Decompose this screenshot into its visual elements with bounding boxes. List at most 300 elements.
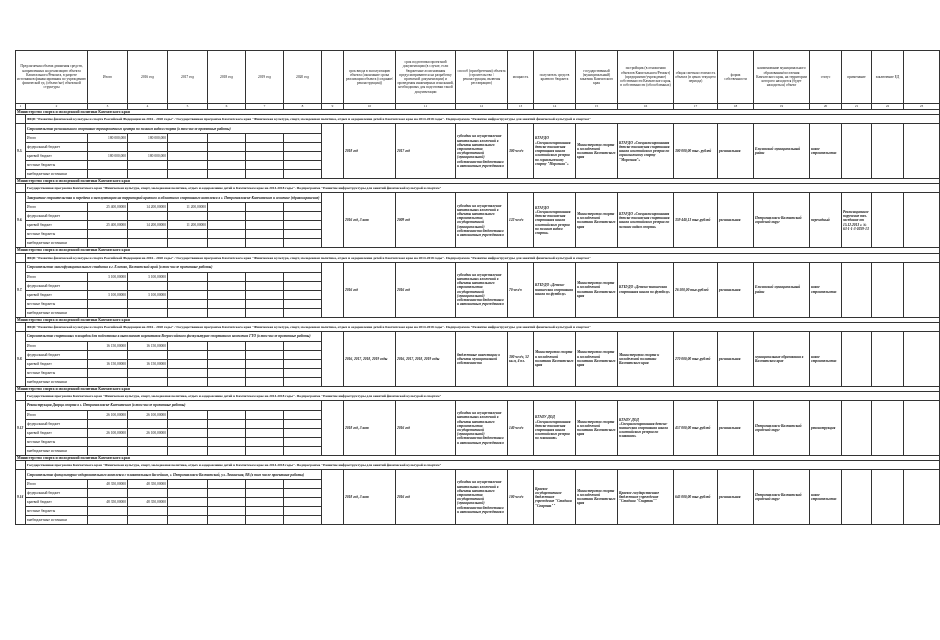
object-row [16,262,940,272]
object-number: 9.6. [16,193,26,248]
funding-amount [246,230,284,239]
object-method: субсидии на осуществление капитальных вложений в объекты капитального строительства государственной (муниципальной) собственности бюджетным и автономным учреждениям [456,470,508,525]
funding-amount [208,489,246,498]
funding-source: федеральный бюджет [26,281,88,290]
funding-source: местные бюджеты [26,161,88,170]
funding-amount [208,290,246,299]
funding-amount [88,299,128,308]
object-title: Реконструкция Дворца спорта в г. Петропавловске-Камчатском (в том числе проектные работы) [26,401,322,411]
funding-amount [246,489,284,498]
funding-amount [128,368,168,377]
funding-source: местные бюджеты [26,438,88,447]
funding-amount [284,377,322,386]
funding-amount [88,143,128,152]
object-customer: Министерство спорта и молодежной политики Камчатского края [576,331,618,386]
funding-amount [208,152,246,161]
funding-amount: 3 100,00000 [88,272,128,281]
funding-amount [284,438,322,447]
funding-amount [168,420,208,429]
object-power: 140 чел/ч [508,401,534,456]
funding-amount [208,447,246,456]
object-mun: Петропавловск-Камчатский городской округ [754,401,810,456]
funding-amount [208,498,246,507]
column-index-cell: 11 [396,104,456,110]
object-row [16,401,940,411]
object-mun: Елизовский муниципальный район [754,262,810,317]
funding-amount [246,377,284,386]
object-note [842,331,872,386]
group-title: Министерство спорта и молодежной политики Камчатского края [16,456,940,461]
funding-source: Итого [26,134,88,143]
object-recipient: КГАУДО «Специализированная детско-юношеская спортивная школа олимпийского резерва по горнолыжному спорту "Морозная"» [534,124,576,179]
header-conclusion: заключение ЕД [872,51,904,104]
header-note: примечание [842,51,872,104]
funding-amount [284,221,322,230]
funding-amount [284,507,322,516]
column-index-cell: 5 [168,104,208,110]
funding-amount [284,134,322,143]
object-form: региональная [718,470,754,525]
funding-amount [168,212,208,221]
funding-amount [208,239,246,248]
funding-source: Итого [26,272,88,281]
object-status: новое строительство [810,331,842,386]
object-form: региональная [718,193,754,248]
funding-amount [284,498,322,507]
funding-amount [88,212,128,221]
funding-amount [284,161,322,170]
funding-amount [208,230,246,239]
funding-source: Итого [26,203,88,212]
column-index-cell: 13 [508,104,534,110]
funding-amount [284,239,322,248]
program-title: Государственная программа Камчатского края "Физическая культура, спорт, молодежная политика, отдых и оздоровление детей в Камчатском крае на 2014-2018 годы". Подпрограмма "Развитие инфраструктуры для занятий физической культурой и спортом" [26,461,940,470]
object-status: переходный [810,193,842,248]
funding-amount: 16 150,00000 [128,341,168,350]
funding-amount [284,350,322,359]
funding-amount [208,507,246,516]
object-customer: Министерство спорта и молодежной политики Камчатского края [576,193,618,248]
header-recipient: получатель средств краевого бюджета [534,51,576,104]
object-method: субсидии на осуществление капитальных вложений в объекты капитального строительства государственной (муниципальной) собственности бюджетным и автономным учреждениям [456,401,508,456]
funding-amount [88,350,128,359]
funding-amount [168,498,208,507]
funding-amount [128,281,168,290]
funding-amount [208,341,246,350]
funding-amount [246,480,284,489]
object-title: Строительство регионального спортивно-тренировочного центра по зимним видам спорта (в том числе проектные работы) [26,124,322,134]
funding-amount [168,341,208,350]
object-recipient: Министерство спорта и молодежной политики Камчатского края [534,331,576,386]
funding-source: краевой бюджет [26,429,88,438]
funding-amount [246,134,284,143]
header-design: срок подготовки проектной документации (в случае, если бюджетные ассигнования предусматриваются на разработку проектной документации) и проведения инженерных изысканий, необходимых для подготовки такой документации [396,51,456,104]
column-index-cell: 16 [618,104,674,110]
funding-amount: 16 150,00000 [128,359,168,368]
funding-amount [168,272,208,281]
object-status: новое строительство [810,262,842,317]
header-2019: 2019 год [246,51,284,104]
object-note [842,262,872,317]
header-status: статус [810,51,842,104]
column-index-cell: 22 [872,104,904,110]
object-mun: Елизовский муниципальный район [754,124,810,179]
header-2016: 2016 год [128,51,168,104]
funding-amount [246,152,284,161]
funding-amount [246,350,284,359]
funding-amount [168,507,208,516]
funding-amount [168,239,208,248]
funding-amount [208,411,246,420]
funding-amount: 180 000,000 [128,152,168,161]
object-builder: КГБУДО «Детско-юношеская спортивная школа по футболу» [618,262,674,317]
funding-amount [208,161,246,170]
object-mun: Петропавловск-Камчатский городской округ [754,470,810,525]
program-title: Государственная программа Камчатского края "Физическая культура, спорт, молодежная политика, отдых и оздоровление детей в Камчатском крае на 2014-2018 годы". Подпрограмма "Развитие инфраструктуры для занятий физической культурой и спортом" [26,392,940,401]
object-builder: КГАУДО «Специализированная детско-юношеская спортивная школа олимпийского резерва по зимним видам спорта» [618,193,674,248]
funding-amount [208,377,246,386]
funding-amount [168,438,208,447]
funding-amount [246,420,284,429]
object-mun: муниципальные образования в Камчатском крае [754,331,810,386]
object-number: 9.14 [16,470,26,525]
funding-amount [168,152,208,161]
funding-amount [88,368,128,377]
funding-amount [128,170,168,179]
funding-amount: 3 100,00000 [88,290,128,299]
funding-source: Итого [26,480,88,489]
column-index-cell: 12 [456,104,508,110]
funding-amount [208,359,246,368]
funding-amount [284,170,322,179]
column-index-cell: 8 [284,104,322,110]
funding-amount [246,516,284,525]
object-cost: 270 000,00 тыс.рублей [674,331,718,386]
funding-source: Итого [26,341,88,350]
funding-amount [246,161,284,170]
funding-amount: 26 100,00000 [88,429,128,438]
column-index-cell: 4 [128,104,168,110]
funding-amount [88,489,128,498]
funding-source: краевой бюджет [26,498,88,507]
object-design: 2017 год [396,124,456,179]
funding-amount [88,420,128,429]
header-power: мощность [508,51,534,104]
funding-amount [168,281,208,290]
funding-source: местные бюджеты [26,368,88,377]
column-index-cell: 19 [754,104,810,110]
column-index-cell: 18 [718,104,754,110]
funding-amount [284,429,322,438]
object-power: 122 чел/ч [508,193,534,248]
program-title: ФЦП "Развитие физической культуры и спорта Российской Федерации на 2016 - 2020 годы" / Государственная программа Камчатского края "Физическая культура, спорт, молодежная политика, отдых и оздоровление детей в Камчатском крае на 2014-2018 годы". Подпрограмма "Развитие инфраструктуры для занятий физической культурой и спортом" [26,253,940,262]
object-title: Строительство физкультурно-оздоровительного комплекса с плавательным бассейном, г. Петропавловск-Камчатский, ул. Ленинская, 8В (в том числе проектные работы) [26,470,322,480]
funding-amount: 26 100,00000 [128,429,168,438]
funding-amount [168,359,208,368]
funding-amount [284,359,322,368]
funding-amount [246,170,284,179]
program-title: Государственная программа Камчатского края "Физическая культура, спорт, молодежная политика, отдых и оздоровление детей в Камчатском крае на 2014-2018 годы". Подпрограмма "Развитие инфраструктуры для занятий физической культурой и спортом" [26,184,940,193]
funding-amount [168,299,208,308]
funding-source: федеральный бюджет [26,212,88,221]
object-cost: 645 000,00 тыс.рублей [674,470,718,525]
funding-amount [168,489,208,498]
funding-amount: 3 100,00000 [128,290,168,299]
funding-amount [128,420,168,429]
object-title: Строительство многофункционального стадиона в г. Елизово, Камчатский край (в том числе проектные работы) [26,262,322,272]
funding-amount [168,308,208,317]
funding-amount [208,221,246,230]
funding-amount [208,281,246,290]
column-index-cell: 17 [674,104,718,110]
header-builder: застройщик (в отношении объектов Капитального/Ремонт) (предприятие/учреждение) собственности Камчатского края, в собственности (обособленных) [618,51,674,104]
program-row [16,392,940,401]
object-builder: Краевое государственное бюджетное учреждение "Стадион "Спартак"" [618,470,674,525]
funding-amount [168,368,208,377]
funding-amount [246,438,284,447]
column-index-cell: 1 [16,104,26,110]
funding-source: федеральный бюджет [26,143,88,152]
funding-source: федеральный бюджет [26,350,88,359]
funding-amount: 16 150,00000 [88,359,128,368]
funding-source: внебюджетные источники [26,239,88,248]
header-2017: 2017 год [168,51,208,104]
object-title: Строительство спортивных площадок для подготовки к выполнению нормативов Всероссийского физкультурно-спортивного комплекса ГТО (в том числе проектные работы) [26,331,322,341]
header-form: форма собственности [718,51,754,104]
object-status: реконструкция [810,401,842,456]
object-term: 2016 год [344,262,396,317]
object-note [842,401,872,456]
object-mun: Петропавловск-Камчатский городской округ [754,193,810,248]
funding-amount [246,281,284,290]
investment-table [15,50,940,525]
funding-amount [168,411,208,420]
group-title: Министерство спорта и молодежной политики Камчатского края [16,317,940,322]
program-row [16,184,940,193]
object-method: субсидии на осуществление капитальных вложений в объекты капитального строительства государственной (муниципальной) собственности бюджетным и автономным учреждениям [456,193,508,248]
funding-amount [128,308,168,317]
funding-amount [208,272,246,281]
funding-amount [88,308,128,317]
object-number: 9.7. [16,262,26,317]
funding-amount [284,489,322,498]
funding-source: Итого [26,411,88,420]
funding-amount [246,272,284,281]
funding-amount [88,507,128,516]
column-index-cell: 20 [810,104,842,110]
group-title: Министерство спорта и молодежной политики Камчатского края [16,110,940,115]
funding-amount [88,170,128,179]
funding-amount: 11 200,00000 [168,203,208,212]
funding-amount [128,377,168,386]
funding-amount [246,507,284,516]
group-title: Министерство спорта и молодежной политики Камчатского края [16,179,940,184]
object-term: 2016 год, 3 квт [344,193,396,248]
funding-source: местные бюджеты [26,507,88,516]
funding-amount [128,299,168,308]
funding-amount [88,438,128,447]
header-2020: 2020 год [284,51,322,104]
object-recipient: КГАОУ ДОД «Специализированная детско-юношеская спортивная школа олимпийского резерва по плаванию» [534,401,576,456]
funding-amount [88,447,128,456]
object-customer: Министерство спорта и молодежной политики Камчатского края [576,401,618,456]
column-index-cell: 6 [208,104,246,110]
funding-amount [168,170,208,179]
object-row [16,124,940,134]
funding-amount [168,230,208,239]
funding-amount [208,420,246,429]
funding-amount [128,239,168,248]
object-method: субсидии на осуществление капитальных вложений в объекты капитального строительства государственной (муниципальной) собственности бюджетным и автономным учреждениям [456,262,508,317]
funding-source: краевой бюджет [26,290,88,299]
funding-amount [246,290,284,299]
object-customer: Министерство спорта и молодежной политики Камчатского края [576,124,618,179]
funding-amount [246,212,284,221]
program-row [16,115,940,124]
funding-amount [284,212,322,221]
funding-amount [208,368,246,377]
funding-amount: 14 200,00000 [128,221,168,230]
funding-amount [284,272,322,281]
funding-amount [128,489,168,498]
object-design: 2016 год [396,401,456,456]
object-method: бюджетные инвестиции в объекты муниципальной собственности [456,331,508,386]
object-row [16,470,940,480]
object-design: 2016 год [396,470,456,525]
funding-amount [284,290,322,299]
program-row [16,253,940,262]
funding-source: федеральный бюджет [26,489,88,498]
column-index-cell: 23 [904,104,940,110]
column-index-cell: 15 [576,104,618,110]
funding-amount [284,420,322,429]
object-number: 9.12 [16,401,26,456]
object-cost: 359 440,13 тыс.рублей [674,193,718,248]
program-row [16,322,940,331]
funding-amount [284,368,322,377]
header-mun: наименование муниципального образования/поселения Камчатского края, на территории которого находится (будет находиться) объект [754,51,810,104]
funding-amount [208,480,246,489]
funding-amount [246,221,284,230]
object-cost: 457 000,00 тыс.рублей [674,401,718,456]
funding-source: внебюджетные источники [26,516,88,525]
object-builder: Министерство спорта и молодежной политики Камчатского края [618,331,674,386]
header-total: Итого [88,51,128,104]
funding-amount [246,498,284,507]
funding-amount [284,203,322,212]
funding-amount [168,290,208,299]
funding-amount [208,299,246,308]
funding-amount: 180 000,000 [88,134,128,143]
funding-amount [88,377,128,386]
funding-amount [246,411,284,420]
funding-amount [168,429,208,438]
header-object: Предлагаемая объема движения средств, направленных на реализацию объекта Капитального/Ремонта, в разрезе источников финансирования по учреждению физической ед. (объект/ые) объектной структуры [16,51,88,104]
object-form: региональная [718,262,754,317]
funding-amount [208,203,246,212]
funding-amount [168,134,208,143]
header-cost: общая сметная стоимость объекта (в ценах текущего периода) [674,51,718,104]
funding-amount [208,429,246,438]
object-term: 2018 год [344,124,396,179]
funding-amount [168,447,208,456]
funding-amount: 48 350,00000 [128,498,168,507]
funding-amount [128,507,168,516]
funding-amount [246,447,284,456]
column-index-cell: 14 [534,104,576,110]
object-design: 2009 год [396,193,456,248]
object-design: 2016 год [396,262,456,317]
funding-amount [168,377,208,386]
object-power: 300 чел/ч [508,124,534,179]
funding-amount [168,350,208,359]
funding-amount [168,516,208,525]
funding-amount [284,447,322,456]
program-title: ФЦП "Развитие физической культуры и спорта Российской Федерации на 2016 - 2020 годы" / Государственная программа Камчатского края "Физическая культура, спорт, молодежная политика, отдых и оздоровление детей в Камчатском крае на 2014-2018 годы". Подпрограмма "Развитие инфраструктуры для занятий физической культурой и спортом" [26,322,940,331]
funding-amount [284,230,322,239]
funding-amount [284,308,322,317]
funding-amount [246,203,284,212]
funding-amount: 26 100,00000 [88,411,128,420]
funding-amount: 16 150,00000 [88,341,128,350]
object-number: 9.8. [16,331,26,386]
column-index-cell: 2 [26,104,88,110]
object-builder: КГАУДО «Специализированная детско-юношеская спортивная школа олимпийского резерва по горнолыжному спорту "Морозная"» [618,124,674,179]
funding-amount: 48 350,00000 [88,480,128,489]
object-power: 70 чел/ч [508,262,534,317]
program-title: ФЦП "Развитие физической культуры и спорта Российской Федерации на 2016 - 2020 годы" / Государственная программа Камчатского края "Физическая культура, спорт, молодежная политика, отдых и оздоровление детей в Камчатском крае на 2014-2018 годы". Подпрограмма "Развитие инфраструктуры для занятий физической культурой и спортом" [26,115,940,124]
funding-source: внебюджетные источники [26,170,88,179]
object-title: Завершение строительства и передача в эксплуатацию на территорий краевого и областного спортивного комплекса в г. Петропавловске-Камчатском и освоение (здравоохранение) [26,193,322,203]
column-index-cell: 9 [322,104,344,110]
funding-amount [128,447,168,456]
funding-source: внебюджетные источники [26,308,88,317]
funding-amount [128,438,168,447]
funding-amount [128,350,168,359]
funding-amount [284,281,322,290]
funding-source: краевой бюджет [26,221,88,230]
funding-amount [128,516,168,525]
object-form: региональная [718,331,754,386]
funding-amount: 11 200,00000 [168,221,208,230]
funding-amount [284,299,322,308]
funding-amount [284,411,322,420]
funding-amount [246,143,284,152]
funding-amount [168,143,208,152]
funding-amount: 180 000,000 [88,152,128,161]
funding-amount [128,212,168,221]
object-number: 9.5. [16,124,26,179]
funding-amount [246,341,284,350]
object-row [16,193,940,203]
funding-amount [128,143,168,152]
header-term: срок ввода в эксплуатацию объекта (окончание срока реализации объекта (создание/реконструкция)) [344,51,396,104]
object-term: 2016, 2017, 2018, 2019 годы [344,331,396,386]
group-title: Министерство спорта и молодежной политики Камчатского края [16,386,940,391]
object-term: 2018 год, 3 квт [344,401,396,456]
table-body [16,104,940,525]
object-recipient: КГАУДО «Специализированная детско-юношеская спортивная школа олимпийского резерва по зимним видам спорта» [534,193,576,248]
funding-amount: 48 350,00000 [88,498,128,507]
object-cost: 300 000,00 тыс. рублей [674,124,718,179]
funding-amount [246,429,284,438]
object-cost: 26 500,00 тыс.рублей [674,262,718,317]
header-row [16,51,940,104]
funding-amount [88,161,128,170]
object-customer: Министерство спорта и молодежной политики Камчатского края [576,470,618,525]
header-2018: 2018 год [208,51,246,104]
funding-amount [284,516,322,525]
